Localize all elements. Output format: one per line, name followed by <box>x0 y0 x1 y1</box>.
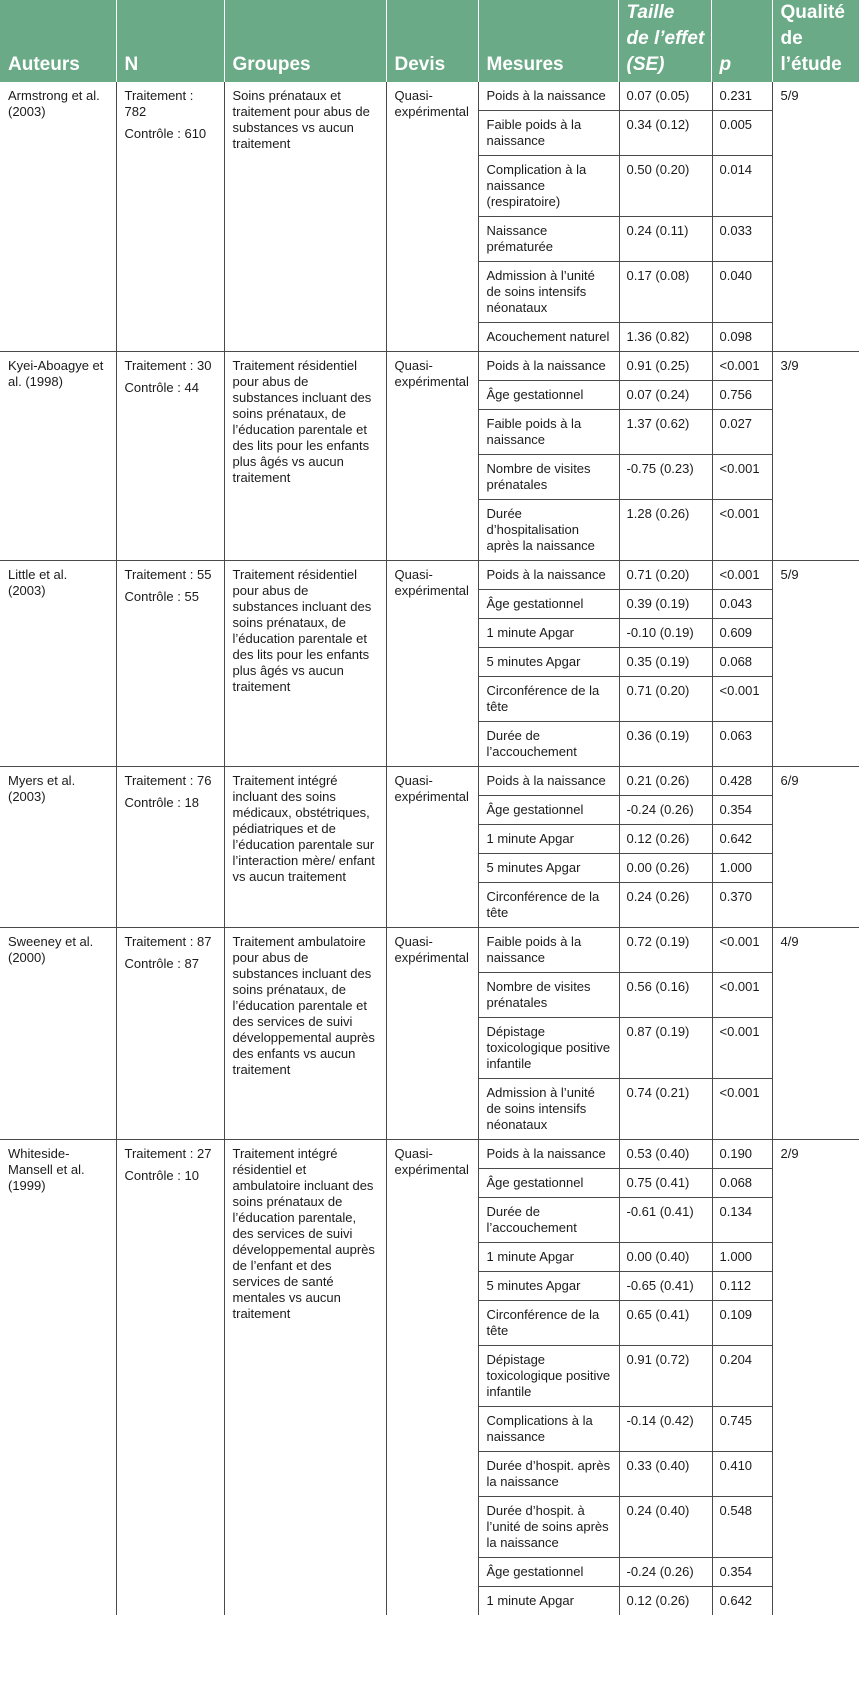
measures-cell <box>478 1140 772 1616</box>
effect-size-value: 0.34 (0.12) <box>619 110 712 155</box>
measures-grid <box>479 1140 772 1615</box>
measures-cell <box>478 561 772 767</box>
p-value: 0.231 <box>712 82 773 110</box>
measure-name: Acouchement naturel <box>479 322 619 351</box>
p-value: 0.109 <box>712 1300 773 1345</box>
measure-name: Poids à la naissance <box>486 1146 606 1161</box>
p-value: 0.204 <box>712 1345 773 1406</box>
p-value: 0.005 <box>712 110 773 155</box>
study-groups: Traitement ambulatoire pour abus de substances incluant des soins prénataux, de l’éducation parentale et des services de suivi développemental auprès des enfants vs aucun traitement <box>224 928 386 1140</box>
effect-size-value: 0.00 (0.26) <box>619 853 712 882</box>
sample-treatment: Traitement : 30 <box>124 358 212 373</box>
effect-size-value: 0.72 (0.19) <box>619 928 712 972</box>
p-value: <0.001 <box>712 454 773 499</box>
effect-size-value: 1.28 (0.26) <box>619 499 712 560</box>
sample-control: Contrôle : 55 <box>124 589 199 604</box>
study-quality: 3/9 <box>772 352 859 561</box>
study-sample-size <box>116 352 224 561</box>
effect-size-value: -0.75 (0.23) <box>619 454 712 499</box>
measure-name: Poids à la naissance <box>486 773 606 788</box>
effect-size-value: 0.50 (0.20) <box>619 155 712 216</box>
measure-name: Durée d’hospit. à l’unité de soins après la naissance <box>479 1496 619 1557</box>
effect-size-value: 0.35 (0.19) <box>619 647 712 676</box>
p-value: <0.001 <box>712 499 773 560</box>
p-value: 0.033 <box>712 216 773 261</box>
p-value: 0.428 <box>712 767 773 795</box>
effect-size-value: 0.53 (0.40) <box>619 1140 712 1168</box>
measures-cell <box>478 352 772 561</box>
p-value: 0.190 <box>712 1140 773 1168</box>
sample-treatment: Traitement : 87 <box>124 934 212 949</box>
measure-name: Poids à la naissance <box>486 358 606 373</box>
study-design: Quasi-expérimental <box>386 82 478 352</box>
measure-name: Admission à l’unité de soins intensifs néonataux <box>479 1078 619 1139</box>
p-value: 0.068 <box>712 647 773 676</box>
effect-size-value: 0.17 (0.08) <box>619 261 712 322</box>
study-design: Quasi-expérimental <box>386 767 478 928</box>
sample-control: Contrôle : 610 <box>124 126 207 141</box>
header-effect-line3: (SE) <box>626 54 665 75</box>
effect-size-value: 0.24 (0.26) <box>619 882 712 927</box>
header-qualite-line3: l’étude <box>780 54 842 75</box>
p-value: 0.410 <box>712 1451 773 1496</box>
measure-name: Durée d’hospitalisation après la naissance <box>479 499 619 560</box>
effect-size-value: 0.07 (0.05) <box>619 82 712 110</box>
measure-name: Durée de l’accouchement <box>479 721 619 766</box>
header-qualite <box>772 0 859 82</box>
measures-cell <box>478 928 772 1140</box>
header-qualite-line2: de <box>780 28 803 49</box>
effect-size-value: 0.91 (0.25) <box>619 352 712 380</box>
study-sample-size <box>116 82 224 352</box>
measure-name: Faible poids à la naissance <box>486 934 582 965</box>
p-value: 1.000 <box>712 1242 773 1271</box>
effect-size-value: 0.24 (0.40) <box>619 1496 712 1557</box>
effect-size-value: 0.39 (0.19) <box>619 589 712 618</box>
effect-size-value: 0.12 (0.26) <box>619 1586 712 1615</box>
effect-size-value: 0.87 (0.19) <box>619 1017 712 1078</box>
study-groups: Traitement résidentiel pour abus de substances incluant des soins prénataux, de l’éducation parentale et des lits pour les enfants plus âgés vs aucun traitement <box>224 561 386 767</box>
study-authors: Whiteside-Mansell et al. (1999) <box>8 1146 85 1193</box>
effect-size-value: 0.74 (0.21) <box>619 1078 712 1139</box>
study-groups: Traitement résidentiel pour abus de substances incluant des soins prénataux, de l’éducation parentale et des lits pour les enfants plus âgés vs aucun traitement <box>224 352 386 561</box>
p-value: 0.642 <box>712 824 773 853</box>
study-groups: Soins prénataux et traitement pour abus de substances vs aucun traitement <box>224 82 386 352</box>
measure-name: Admission à l’unité de soins intensifs néonataux <box>479 261 619 322</box>
measure-name: Âge gestationnel <box>479 380 619 409</box>
effect-size-value: 0.75 (0.41) <box>619 1168 712 1197</box>
sample-treatment: Traitement : 27 <box>124 1146 212 1161</box>
p-value: <0.001 <box>712 928 773 972</box>
p-value: 0.609 <box>712 618 773 647</box>
study-authors: Kyei-Aboagye et al. (1998) <box>0 352 116 561</box>
effect-size-value: -0.10 (0.19) <box>619 618 712 647</box>
measure-name: Dépistage toxicologique positive infantile <box>479 1017 619 1078</box>
p-value: <0.001 <box>712 352 773 380</box>
effect-size-value: -0.24 (0.26) <box>619 1557 712 1586</box>
table-row <box>0 1140 859 1616</box>
header-groupes: Groupes <box>224 0 386 82</box>
measure-name: 5 minutes Apgar <box>479 853 619 882</box>
p-value: 0.756 <box>712 380 773 409</box>
p-value: 1.000 <box>712 853 773 882</box>
table-row <box>0 561 859 767</box>
p-value: 0.068 <box>712 1168 773 1197</box>
study-design: Quasi-expérimental <box>386 352 478 561</box>
measure-name: Circonférence de la tête <box>479 882 619 927</box>
measure-name: Durée de l’accouchement <box>479 1197 619 1242</box>
sample-treatment: Traitement : 55 <box>124 567 212 582</box>
study-sample-size <box>116 1140 224 1616</box>
measure-name: 1 minute Apgar <box>479 824 619 853</box>
p-value: 0.043 <box>712 589 773 618</box>
effect-size-value: 0.65 (0.41) <box>619 1300 712 1345</box>
effect-size-value: 0.71 (0.20) <box>619 561 712 589</box>
sample-control: Contrôle : 10 <box>124 1168 199 1183</box>
study-sample-size <box>116 767 224 928</box>
header-p: p <box>711 0 772 82</box>
effect-size-value: 0.07 (0.24) <box>619 380 712 409</box>
study-design: Quasi-expérimental <box>386 1140 478 1616</box>
p-value: <0.001 <box>712 1078 773 1139</box>
table-row <box>0 928 859 1140</box>
header-n: N <box>116 0 224 82</box>
p-value: <0.001 <box>712 676 773 721</box>
study-authors: Myers et al. (2003) <box>0 767 116 928</box>
measure-name: 5 minutes Apgar <box>479 647 619 676</box>
measure-name: Complications à la naissance <box>479 1406 619 1451</box>
measure-name: Complication à la naissance (respiratoire) <box>479 155 619 216</box>
header-mesures: Mesures <box>478 0 618 82</box>
effect-size-value: 0.33 (0.40) <box>619 1451 712 1496</box>
measures-cell <box>478 82 772 352</box>
measures-grid <box>479 928 772 1139</box>
effect-size-value: 0.24 (0.11) <box>619 216 712 261</box>
measure-name: 5 minutes Apgar <box>479 1271 619 1300</box>
measures-grid <box>479 352 772 560</box>
p-value: 0.027 <box>712 409 773 454</box>
effect-size-value: 0.00 (0.40) <box>619 1242 712 1271</box>
p-value: <0.001 <box>712 561 773 589</box>
measure-name: 1 minute Apgar <box>479 1586 619 1615</box>
table-header-row <box>0 0 859 82</box>
measure-name: Poids à la naissance <box>486 567 606 582</box>
table-row <box>0 352 859 561</box>
effect-size-value: 0.21 (0.26) <box>619 767 712 795</box>
p-value: 0.112 <box>712 1271 773 1300</box>
sample-control: Contrôle : 87 <box>124 956 199 971</box>
effect-size-value: 0.56 (0.16) <box>619 972 712 1017</box>
sample-control: Contrôle : 44 <box>124 380 199 395</box>
measure-name: Âge gestationnel <box>479 589 619 618</box>
sample-control: Contrôle : 18 <box>124 795 199 810</box>
effect-size-value: 0.36 (0.19) <box>619 721 712 766</box>
study-design: Quasi-expérimental <box>386 561 478 767</box>
p-value: 0.134 <box>712 1197 773 1242</box>
table-body <box>0 82 859 1615</box>
header-auteurs: Auteurs <box>0 0 116 82</box>
p-value: 0.354 <box>712 1557 773 1586</box>
effect-size-value: -0.61 (0.41) <box>619 1197 712 1242</box>
measure-name: Âge gestationnel <box>479 1168 619 1197</box>
p-value: <0.001 <box>712 972 773 1017</box>
study-sample-size <box>116 561 224 767</box>
effect-size-value: -0.24 (0.26) <box>619 795 712 824</box>
study-quality: 4/9 <box>772 928 859 1140</box>
p-value: 0.642 <box>712 1586 773 1615</box>
measures-grid <box>479 561 772 766</box>
p-value: 0.548 <box>712 1496 773 1557</box>
header-effect-size <box>618 0 711 82</box>
p-value: 0.040 <box>712 261 773 322</box>
measure-name: Circonférence de la tête <box>479 676 619 721</box>
measure-name: Âge gestationnel <box>479 1557 619 1586</box>
study-quality: 5/9 <box>772 82 859 352</box>
header-qualite-line1: Qualité <box>780 2 845 23</box>
measure-name: Naissance prématurée <box>479 216 619 261</box>
study-groups: Traitement intégré résidentiel et ambulatoire incluant des soins prénataux de l’éducation parentale, des services de suivi développemental auprès de l’enfant et des services de santé mentales vs aucun traitement <box>224 1140 386 1616</box>
effect-size-value: 1.36 (0.82) <box>619 322 712 351</box>
effect-size-value: -0.65 (0.41) <box>619 1271 712 1300</box>
measure-name: Durée d’hospit. après la naissance <box>479 1451 619 1496</box>
study-quality: 6/9 <box>772 767 859 928</box>
study-authors: Sweeney et al. (2000) <box>0 928 116 1140</box>
study-sample-size <box>116 928 224 1140</box>
p-value: <0.001 <box>712 1017 773 1078</box>
p-value: 0.014 <box>712 155 773 216</box>
sample-treatment: Traitement : 782 <box>124 88 194 119</box>
study-authors: Little et al. (2003) <box>0 561 116 767</box>
measure-name: Âge gestationnel <box>479 795 619 824</box>
header-effect-line2: de l’effet <box>626 28 705 49</box>
p-value: 0.354 <box>712 795 773 824</box>
sample-treatment: Traitement : 76 <box>124 773 212 788</box>
measures-cell <box>478 767 772 928</box>
p-value: 0.745 <box>712 1406 773 1451</box>
header-devis: Devis <box>386 0 478 82</box>
measure-name: Nombre de visites prénatales <box>479 454 619 499</box>
measure-name: Nombre de visites prénatales <box>479 972 619 1017</box>
measures-grid <box>479 82 772 351</box>
study-quality: 2/9 <box>772 1140 859 1616</box>
measure-name: 1 minute Apgar <box>479 1242 619 1271</box>
table-row <box>0 82 859 352</box>
p-value: 0.063 <box>712 721 773 766</box>
effect-size-value: 0.91 (0.72) <box>619 1345 712 1406</box>
table-row <box>0 767 859 928</box>
p-value: 0.098 <box>712 322 773 351</box>
study-design: Quasi-expérimental <box>386 928 478 1140</box>
study-groups: Traitement intégré incluant des soins médicaux, obstétriques, pédiatriques et de l’éducation parentale sur l’interaction mère/ enfant vs aucun traitement <box>224 767 386 928</box>
measure-name: Faible poids à la naissance <box>479 110 619 155</box>
header-effect-line1: Taille <box>626 2 675 23</box>
measure-name: Faible poids à la naissance <box>479 409 619 454</box>
effect-size-value: 0.71 (0.20) <box>619 676 712 721</box>
effect-size-value: 1.37 (0.62) <box>619 409 712 454</box>
measure-name: Poids à la naissance <box>486 88 606 103</box>
measure-name: Circonférence de la tête <box>479 1300 619 1345</box>
effect-size-value: -0.14 (0.42) <box>619 1406 712 1451</box>
study-authors: Armstrong et al. (2003) <box>0 82 116 352</box>
measure-name: Dépistage toxicologique positive infantile <box>479 1345 619 1406</box>
effect-size-value: 0.12 (0.26) <box>619 824 712 853</box>
p-value: 0.370 <box>712 882 773 927</box>
study-quality: 5/9 <box>772 561 859 767</box>
measure-name: 1 minute Apgar <box>479 618 619 647</box>
measures-grid <box>479 767 772 927</box>
